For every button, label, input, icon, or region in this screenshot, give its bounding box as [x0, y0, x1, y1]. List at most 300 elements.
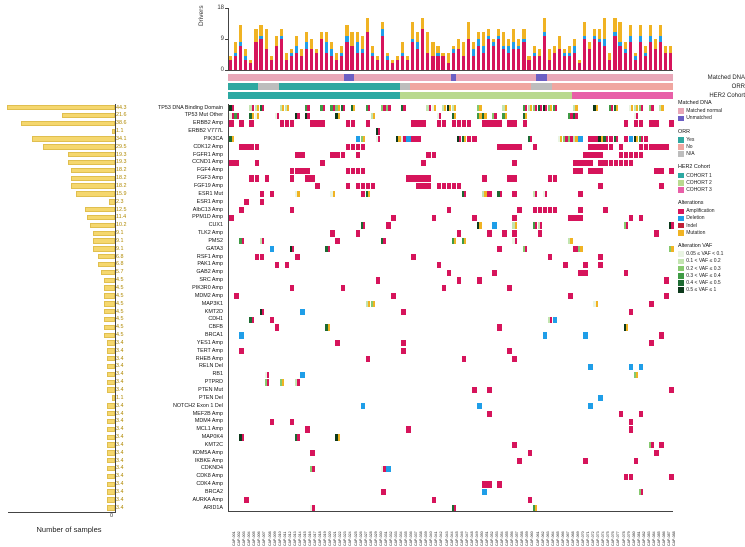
drivers-bar-segment: [335, 60, 338, 70]
cell-alteration-half: [297, 191, 299, 197]
frequency-bar: [112, 395, 115, 400]
drivers-bar: [543, 18, 546, 70]
drivers-bar-segment: [563, 56, 566, 70]
drivers-bar-segment: [447, 63, 450, 70]
drivers-bar-segment: [345, 42, 348, 70]
legend-block: [678, 243, 745, 293]
drivers-bar: [310, 39, 313, 70]
oncoprint-cell: [578, 246, 583, 252]
oncoprint-cell: [538, 207, 543, 213]
gene-label: FGFR1 Amp: [193, 151, 223, 158]
oncoprint-cell: [603, 144, 608, 150]
drivers-bar-segment: [325, 32, 328, 42]
drivers-bar-segment: [497, 36, 500, 39]
oncoprint-cell: [401, 136, 406, 142]
drivers-bar-segment: [376, 60, 379, 70]
oncoprint-cell: [285, 120, 290, 126]
oncoprint-cell: [366, 301, 371, 307]
frequency-value: 4.5: [116, 292, 124, 299]
drivers-bar-segment: [649, 36, 652, 43]
cell-alteration-half: [262, 105, 264, 111]
cell-alteration-half: [292, 246, 294, 252]
sample-label: CAP-083: [646, 531, 651, 546]
oncoprint-cell: [356, 152, 361, 158]
oncoprint-cell: [507, 285, 512, 291]
drivers-bar: [462, 42, 465, 70]
drivers-bar-segment: [381, 29, 384, 36]
gene-label: RB1: [212, 371, 223, 378]
oncoprint-cell: [361, 144, 366, 150]
legend-swatch: [678, 151, 684, 157]
oncoprint-cell: [447, 183, 452, 189]
drivers-bar-segment: [239, 42, 242, 45]
oncoprint-cell: [598, 183, 603, 189]
frequency-bar: [107, 458, 115, 463]
legend-label: COHORT 1: [686, 172, 712, 179]
oncoprint-cell: [356, 144, 361, 150]
sample-label: CAP-071: [586, 531, 591, 546]
frequency-value: 3.4: [116, 410, 124, 417]
drivers-bar-segment: [639, 42, 642, 70]
sample-label: CAP-018: [318, 531, 323, 546]
drivers-bar-segment: [613, 36, 616, 70]
gene-label: CBFB: [208, 324, 223, 331]
oncoprint-cell: [573, 215, 578, 221]
drivers-bar-segment: [634, 53, 637, 56]
legend-item: [678, 208, 745, 214]
cell-alteration-half: [616, 105, 618, 111]
oncoprint-cell: [255, 144, 260, 150]
gene-label: FGF3 Amp: [196, 175, 223, 182]
drivers-bar-segment: [270, 60, 273, 70]
frequency-bar: [107, 419, 115, 424]
drivers-bar-segment: [654, 49, 657, 70]
drivers-bar-segment: [421, 18, 424, 28]
oncoprint-cell: [487, 387, 492, 393]
gene-label: MCL1 Amp: [196, 426, 223, 433]
drivers-bar-segment: [401, 42, 404, 52]
cell-alteration-half: [267, 379, 269, 385]
oncoprint-cell: [654, 120, 659, 126]
sample-label: CAP-029: [373, 531, 378, 546]
drivers-bar: [244, 49, 247, 70]
gene-label: FGF4 Amp: [196, 167, 223, 174]
oncoprint-cell: [442, 120, 447, 126]
oncoprint-cell: [295, 379, 300, 385]
oncoprint-cell: [386, 105, 391, 111]
gene-label: PTPRD: [204, 379, 223, 386]
gene-label: CDK8 Amp: [196, 473, 223, 480]
sample-label: CAP-025: [353, 531, 358, 546]
oncoprint-cell: [578, 215, 583, 221]
oncoprint-cell: [426, 183, 431, 189]
oncoprint-cell: [305, 168, 310, 174]
drivers-bar: [447, 53, 450, 70]
drivers-bar-segment: [659, 42, 662, 70]
drivers-bar: [639, 25, 642, 70]
oncoprint-cell: [634, 113, 639, 119]
drivers-bar-segment: [497, 29, 500, 36]
legend-block: [678, 164, 745, 193]
drivers-bar-segment: [259, 39, 262, 70]
sample-label: CAP-042: [439, 531, 444, 546]
drivers-bar: [249, 60, 252, 70]
drivers-bar-segment: [462, 42, 465, 56]
cell-alteration-half: [535, 191, 537, 197]
oncoprint-cell: [442, 285, 447, 291]
frequency-value: 3.4: [116, 379, 124, 386]
drivers-bar-segment: [229, 60, 232, 70]
cell-alteration-half: [540, 222, 542, 228]
oncoprint-cell: [452, 238, 457, 244]
drivers-bar-segment: [350, 46, 353, 70]
drivers-bar-segment: [381, 36, 384, 70]
drivers-bar-segment: [259, 25, 262, 35]
frequency-value: 3.4: [116, 339, 124, 346]
oncoprint-cell: [437, 183, 442, 189]
oncoprint-cell: [295, 168, 300, 174]
oncoprint-cell: [426, 175, 431, 181]
oncoprint-cell: [406, 426, 411, 432]
oncoprint-cell: [502, 105, 507, 111]
sample-label: CAP-039: [424, 531, 429, 546]
legend-item: [678, 273, 745, 279]
legend-swatch: [678, 187, 684, 193]
oncoprint-cell: [649, 120, 654, 126]
drivers-bar-segment: [401, 56, 404, 70]
drivers-bar-segment: [507, 53, 510, 70]
legend-swatch: [678, 180, 684, 186]
drivers-bar-segment: [371, 46, 374, 53]
cell-alteration-half: [479, 105, 481, 111]
oncoprint-cell: [523, 120, 528, 126]
legend-swatch: [678, 108, 684, 114]
frequency-value: 12.5: [116, 206, 127, 213]
drivers-bar-segment: [249, 60, 252, 63]
oncoprint-cell: [260, 199, 265, 205]
drivers-bar-segment: [533, 56, 536, 70]
oncoprint-cell: [588, 136, 593, 142]
sample-label: CAP-033: [393, 531, 398, 546]
drivers-bar-segment: [482, 32, 485, 46]
frequency-bar: [107, 411, 115, 416]
sample-label: CAP-069: [576, 531, 580, 546]
frequency-bar: [107, 427, 115, 432]
oncoprint-cell: [249, 113, 254, 119]
sample-label: CAP-006: [257, 531, 262, 546]
oncoprint-cell: [361, 183, 366, 189]
cell-alteration-half: [550, 105, 552, 111]
drivers-bar-segment: [644, 53, 647, 56]
legend-item: [678, 187, 745, 193]
oncoprint-cell: [411, 254, 416, 260]
drivers-bar-segment: [472, 56, 475, 70]
oncoprint-cell: [664, 277, 669, 283]
legend-item: [678, 151, 745, 157]
frequency-value: 3.4: [116, 441, 124, 448]
oncoprint-cell: [619, 411, 624, 417]
oncoprint-cell: [614, 105, 619, 111]
oncoprint-cell: [447, 105, 452, 111]
sample-label: CAP-073: [596, 531, 601, 546]
drivers-bar-segment: [361, 36, 364, 50]
gene-label: TP53 DNA Binding Domain: [157, 104, 223, 111]
drivers-bar: [371, 46, 374, 70]
oncoprint-cell: [482, 489, 487, 495]
drivers-bar: [335, 53, 338, 70]
frequency-value: 10.2: [116, 222, 127, 229]
frequency-bar: [76, 191, 115, 196]
sample-label: CAP-017: [313, 531, 318, 546]
oncoprint-cell: [305, 426, 310, 432]
drivers-bar-segment: [320, 39, 323, 70]
gene-label: TERT Amp: [196, 347, 223, 354]
legend-item: [678, 108, 745, 114]
oncoprint-cell: [598, 395, 603, 401]
cell-alteration-half: [464, 238, 466, 244]
frequency-value: 3.4: [116, 418, 124, 425]
gene-label: CDK12 Amp: [193, 143, 223, 150]
sample-label: CAP-075: [606, 531, 611, 546]
oncoprint-cell: [406, 136, 411, 142]
oncoprint-cell: [386, 222, 391, 228]
oncoprint-cell: [401, 309, 406, 315]
cell-alteration-half: [307, 113, 309, 119]
drivers-bar: [325, 32, 328, 70]
frequency-value: 3.4: [116, 504, 124, 511]
sample-label: CAP-005: [252, 531, 257, 546]
cell-alteration-half: [252, 317, 254, 323]
drivers-tick-label: 9: [220, 35, 224, 42]
drivers-bar: [391, 60, 394, 70]
oncoprint-cell: [583, 160, 588, 166]
sample-label: CAP-057: [515, 531, 520, 546]
legend-label: Indel: [686, 222, 698, 229]
frequency-zero-tick: 0: [110, 513, 114, 519]
frequency-value: 3.4: [116, 489, 124, 495]
drivers-bar: [613, 18, 616, 70]
drivers-bar-segment: [512, 49, 515, 70]
drivers-bar: [603, 18, 606, 70]
drivers-bar: [305, 32, 308, 70]
frequency-value: 9.1: [116, 245, 124, 252]
oncoprint-cell: [497, 120, 502, 126]
legend-swatch: [678, 251, 684, 257]
oncoprint-cell: [553, 207, 558, 213]
drivers-bar: [290, 49, 293, 70]
gene-label: MDM2 Amp: [194, 292, 223, 299]
drivers-bar-segment: [345, 25, 348, 35]
drivers-bar-segment: [340, 53, 343, 56]
oncoprint-cell: [290, 285, 295, 291]
frequency-value: 6.8: [116, 261, 124, 268]
sample-label: CAP-032: [388, 531, 393, 546]
drivers-bar: [659, 25, 662, 70]
oncoprint-cell: [421, 160, 426, 166]
drivers-bar-segment: [366, 32, 369, 70]
sample-frequency-bars: [8, 104, 116, 512]
cell-alteration-half: [616, 136, 618, 142]
drivers-bar-segment: [649, 25, 652, 35]
gene-label: CDK4 Amp: [196, 481, 223, 488]
drivers-bar: [285, 53, 288, 70]
legend-title: Alterations: [678, 200, 704, 207]
legend-item: [678, 222, 745, 228]
sample-label: CAP-079: [626, 531, 631, 546]
oncoprint-cell: [517, 144, 522, 150]
oncoprint-cell: [649, 301, 654, 307]
oncoprint-cell: [649, 442, 654, 448]
drivers-bar-segment: [664, 53, 667, 70]
drivers-bar-segment: [487, 36, 490, 39]
drivers-bar-segment: [492, 42, 495, 45]
drivers-bar-segment: [618, 22, 621, 43]
gene-label: PMS2: [208, 237, 223, 244]
oncoprint-cell: [583, 332, 588, 338]
oncoprint-cell: [512, 222, 517, 228]
oncoprint-cell: [619, 160, 624, 166]
drivers-bar-segment: [305, 32, 308, 42]
drivers-bar-segment: [350, 32, 353, 46]
frequency-axis-title: Number of samples: [36, 525, 102, 534]
drivers-bar-segment: [280, 29, 283, 36]
frequency-value: 4.5: [116, 285, 124, 291]
drivers-bar-segment: [527, 60, 530, 70]
oncoprint-cell: [335, 113, 340, 119]
oncoprint-cell: [649, 144, 654, 150]
oncoprint-cell: [386, 466, 391, 472]
frequency-value: 3.4: [116, 371, 124, 378]
sample-label: CAP-008: [267, 531, 272, 546]
drivers-bar-segment: [613, 32, 616, 35]
drivers-bar-segment: [538, 49, 541, 56]
oncoprint-cell: [624, 136, 629, 142]
frequency-bar: [93, 231, 115, 236]
drivers-bar: [234, 42, 237, 70]
oncoprint-cell: [482, 120, 487, 126]
legend-swatch: [678, 216, 684, 222]
drivers-bar-segment: [472, 42, 475, 49]
gene-label: CDKND4: [200, 465, 223, 472]
legend-swatch: [678, 266, 684, 272]
drivers-bar-segment: [381, 22, 384, 29]
legend-label: COHORT 2: [686, 179, 712, 186]
oncoprint-cell: [477, 105, 482, 111]
drivers-bar-segment: [290, 56, 293, 70]
drivers-bar-segment: [457, 49, 460, 70]
cell-alteration-half: [626, 222, 628, 228]
sample-label: CAP-070: [581, 531, 586, 546]
drivers-bar-segment: [543, 36, 546, 70]
oncoprint-cell: [341, 285, 346, 291]
legend-swatch: [678, 209, 684, 215]
oncoprint-cell: [629, 364, 634, 370]
drivers-bar-segment: [436, 53, 439, 56]
oncoprint-cell: [634, 105, 639, 111]
legend-swatch: [678, 116, 684, 122]
sample-label: CAP-041: [434, 531, 439, 546]
oncoprint-cell: [325, 324, 330, 330]
oncoprint-cell: [249, 144, 254, 150]
drivers-bar: [340, 46, 343, 70]
drivers-bar-segment: [507, 46, 510, 53]
drivers-bar-segment: [386, 53, 389, 56]
oncoprint-cell: [270, 191, 275, 197]
drivers-bar-segment: [598, 42, 601, 70]
oncoprint-cell: [462, 191, 467, 197]
drivers-bar-segment: [239, 25, 242, 42]
drivers-bar: [381, 22, 384, 70]
drivers-bar-segment: [310, 49, 313, 70]
legend-item: [678, 180, 745, 186]
oncoprint-cell: [416, 175, 421, 181]
legend-item: [678, 115, 745, 121]
drivers-bar: [426, 32, 429, 70]
oncoprint-cell: [361, 191, 366, 197]
sample-label: CAP-065: [555, 531, 560, 546]
cell-alteration-half: [631, 105, 633, 111]
cell-alteration-half: [575, 105, 577, 111]
oncoprint-cell: [507, 144, 512, 150]
drivers-bar: [411, 22, 414, 70]
sample-label: CAP-026: [358, 531, 363, 546]
oncoprint-cell: [472, 215, 477, 221]
gene-label: GAB2 Amp: [196, 269, 223, 276]
frequency-bar: [71, 176, 115, 181]
drivers-bar-segment: [315, 49, 318, 52]
drivers-bar: [624, 42, 627, 70]
legend-title: HER2 Cohort: [678, 164, 711, 171]
drivers-bar: [275, 36, 278, 70]
drivers-bar-segment: [462, 56, 465, 70]
oncoprint-cell: [654, 450, 659, 456]
oncoprint-cell: [548, 105, 553, 111]
drivers-bar: [558, 36, 561, 70]
oncoprint-cell: [639, 152, 644, 158]
sample-label: CAP-052: [490, 531, 495, 546]
sample-label: CAP-061: [535, 531, 540, 546]
oncoprint-cell: [578, 270, 583, 276]
oncoprint-cell: [533, 144, 538, 150]
cell-alteration-half: [525, 113, 527, 119]
oncoprint-cell: [629, 309, 634, 315]
cell-alteration-half: [479, 222, 481, 228]
drivers-bar-segment: [533, 53, 536, 56]
sample-label: CAP-034: [399, 531, 404, 546]
drivers-bar: [507, 39, 510, 70]
oncoprint-cell: [452, 120, 457, 126]
oncoprint-cell: [553, 317, 558, 323]
drivers-bar-segment: [254, 29, 257, 43]
oncoprint-cell: [280, 379, 285, 385]
legend-label: 0.1 < VAF ≤ 0.2: [686, 258, 721, 265]
oncoprint-cell: [634, 372, 639, 378]
drivers-bar-segment: [603, 39, 606, 46]
frequency-value: 4.5: [116, 277, 124, 284]
drivers-bar-segment: [492, 39, 495, 42]
drivers-bar-segment: [573, 53, 576, 70]
drivers-bar-segment: [265, 49, 268, 70]
drivers-bar-segment: [340, 56, 343, 70]
drivers-bar-segment: [416, 42, 419, 49]
oncoprint-cell: [270, 317, 275, 323]
oncoprint-cell: [598, 152, 603, 158]
oncoprint-cell: [442, 105, 447, 111]
drivers-x-axis: [228, 70, 673, 71]
oncoprint-cell: [629, 136, 634, 142]
oncoprint-cell: [432, 105, 437, 111]
drivers-bar-segment: [502, 46, 505, 49]
